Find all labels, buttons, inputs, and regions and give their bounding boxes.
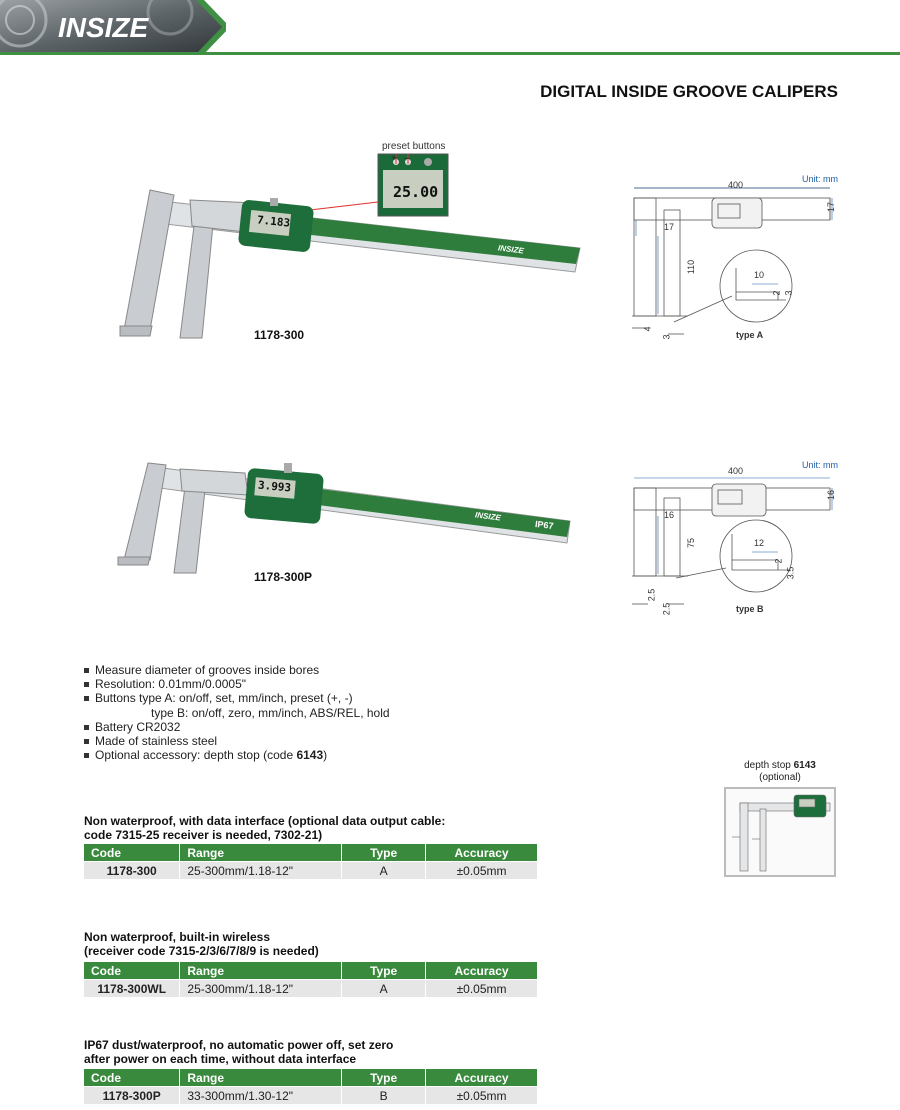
drawing-b-tip-width: 2.5 bbox=[661, 602, 672, 616]
caliper-b-scale-brand: INSIZE bbox=[474, 510, 502, 523]
drawing-a-height-left: 17 bbox=[664, 222, 675, 232]
callout-plus: + bbox=[391, 153, 397, 164]
cell-accuracy: ±0.05mm bbox=[426, 862, 538, 880]
callout-display-value: 25.00 bbox=[393, 183, 439, 201]
feature-item: Resolution: 0.01mm/0.0005" bbox=[84, 677, 390, 691]
depth-stop-optional: (optional) bbox=[759, 772, 801, 783]
cell-code: 1178-300 bbox=[84, 862, 180, 880]
feature-item bbox=[84, 748, 390, 762]
col-type: Type bbox=[342, 1069, 426, 1087]
section-3-title bbox=[84, 1039, 393, 1066]
cell-type: A bbox=[342, 862, 426, 880]
section-1-title-line1: Non waterproof, with data interface (optional data output cable: bbox=[84, 814, 446, 828]
spec-table-1 bbox=[84, 844, 538, 879]
drawing-a-tip-height: 4 bbox=[642, 326, 653, 332]
col-range: Range bbox=[180, 1069, 342, 1087]
drawing-a-detail-h1: 2 bbox=[771, 290, 782, 296]
drawing-b-unit: Unit: mm bbox=[802, 460, 838, 470]
drawing-a-length: 400 bbox=[728, 180, 744, 190]
drawing-a-jaw-length: 110 bbox=[686, 259, 697, 275]
spec-table-3 bbox=[84, 1069, 538, 1104]
cell-code: 1178-300P bbox=[84, 1087, 180, 1105]
feature-item: Measure diameter of grooves inside bores bbox=[84, 663, 390, 677]
table-header-row bbox=[84, 1069, 538, 1087]
section-2-title-line2: (receiver code 7315-2/3/6/7/8/9 is needed) bbox=[84, 943, 319, 958]
cell-range: 25-300mm/1.18-12" bbox=[180, 980, 342, 998]
cell-range: 25-300mm/1.18-12" bbox=[180, 862, 342, 880]
col-accuracy: Accuracy bbox=[426, 1069, 538, 1087]
depth-stop-text: depth stop bbox=[744, 760, 794, 771]
section-1-title bbox=[84, 815, 445, 842]
caliper-b-illustration bbox=[110, 455, 580, 580]
cell-type: A bbox=[342, 980, 426, 998]
drawing-b-height-right: 16 bbox=[826, 489, 837, 501]
feature-item: Made of stainless steel bbox=[84, 734, 390, 748]
col-code: Code bbox=[84, 1069, 180, 1087]
col-type: Type bbox=[342, 962, 426, 980]
caliper-b-ip-rating: IP67 bbox=[534, 518, 555, 532]
drawing-b-detail-h1: 2 bbox=[773, 558, 784, 564]
caliper-a-display-value: 7.183 bbox=[256, 213, 291, 230]
table-row bbox=[84, 980, 538, 998]
drawing-b-technical bbox=[628, 468, 840, 618]
drawing-b-tip-height: 2.5 bbox=[646, 588, 657, 602]
depth-stop-image bbox=[724, 787, 836, 877]
drawing-b-detail-width: 12 bbox=[754, 538, 765, 548]
section-3-title-line1: IP67 dust/waterproof, no automatic power off, set zero bbox=[84, 1038, 394, 1052]
model-label-1178-300: 1178-300 bbox=[254, 328, 305, 342]
drawing-a-height-right: 17 bbox=[826, 201, 837, 213]
caliper-a-fixed-jaw bbox=[124, 190, 174, 330]
feature-item: Buttons type A: on/off, set, mm/inch, preset (+, -) bbox=[84, 691, 390, 705]
drawing-a-type: type A bbox=[736, 330, 764, 340]
section-1-title-line2: code 7315-25 receiver is needed, 7302-21) bbox=[84, 827, 323, 842]
feature-item: Battery CR2032 bbox=[84, 720, 390, 734]
drawing-b-detail-h2: 3.5 bbox=[785, 566, 796, 580]
table-header-row bbox=[84, 962, 538, 980]
drawing-a-tip-width: 3 bbox=[661, 334, 672, 340]
drawing-a-detail-h2: 3 bbox=[783, 290, 794, 296]
table-header-row bbox=[84, 844, 538, 862]
depth-stop-illustration bbox=[726, 789, 834, 875]
drawing-b-height-left: 16 bbox=[664, 510, 675, 520]
brand-banner bbox=[0, 0, 226, 54]
feature-accessory-text: Optional accessory: depth stop (code bbox=[95, 748, 297, 763]
section-3-title-line2: after power on each time, without data interface bbox=[84, 1051, 357, 1066]
drawing-b-jaw-length: 75 bbox=[686, 537, 697, 549]
col-accuracy: Accuracy bbox=[426, 844, 538, 862]
section-2-title bbox=[84, 931, 319, 958]
drawing-a-technical bbox=[628, 176, 840, 344]
col-range: Range bbox=[180, 844, 342, 862]
callout-label: preset buttons bbox=[382, 141, 446, 152]
cell-accuracy: ±0.05mm bbox=[426, 1087, 538, 1105]
col-range: Range bbox=[180, 962, 342, 980]
depth-stop-label bbox=[724, 760, 836, 784]
drawing-a-detail-width: 10 bbox=[754, 270, 765, 280]
cell-accuracy: ±0.05mm bbox=[426, 980, 538, 998]
caliper-b-fixed-jaw bbox=[124, 463, 166, 560]
table-row bbox=[84, 1087, 538, 1105]
model-label-1178-300p: 1178-300P bbox=[254, 570, 313, 584]
depth-stop-code: 6143 bbox=[793, 760, 816, 771]
brand-logo: INSIZE bbox=[58, 12, 149, 43]
caliper-a-illustration bbox=[110, 140, 590, 345]
callout-minus: – bbox=[404, 153, 410, 164]
feature-item-continued: type B: on/off, zero, mm/inch, ABS/REL, hold bbox=[151, 705, 390, 720]
feature-accessory-close: ) bbox=[323, 748, 328, 763]
col-type: Type bbox=[342, 844, 426, 862]
header-divider bbox=[0, 52, 900, 55]
col-code: Code bbox=[84, 844, 180, 862]
caliper-b-display-value: 3.993 bbox=[257, 478, 292, 495]
caliper-a-scale-brand: INSIZE bbox=[497, 243, 525, 256]
col-code: Code bbox=[84, 962, 180, 980]
drawing-a-unit: Unit: mm bbox=[802, 174, 838, 184]
table-row bbox=[84, 862, 538, 880]
feature-accessory-code: 6143 bbox=[296, 748, 324, 763]
feature-list bbox=[84, 663, 390, 762]
section-2-title-line1: Non waterproof, built-in wireless bbox=[84, 930, 271, 944]
cell-range: 33-300mm/1.30-12" bbox=[180, 1087, 342, 1105]
cell-code: 1178-300WL bbox=[84, 980, 180, 998]
caliper-a-sliding-jaw bbox=[180, 210, 214, 338]
spec-table-2 bbox=[84, 962, 538, 997]
cell-type: B bbox=[342, 1087, 426, 1105]
drawing-b-length: 400 bbox=[728, 466, 744, 476]
col-accuracy: Accuracy bbox=[426, 962, 538, 980]
caliper-b-sliding-jaw bbox=[174, 479, 206, 573]
drawing-b-type: type B bbox=[736, 604, 764, 614]
page-header bbox=[0, 0, 900, 56]
page-title: DIGITAL INSIDE GROOVE CALIPERS bbox=[540, 82, 838, 101]
